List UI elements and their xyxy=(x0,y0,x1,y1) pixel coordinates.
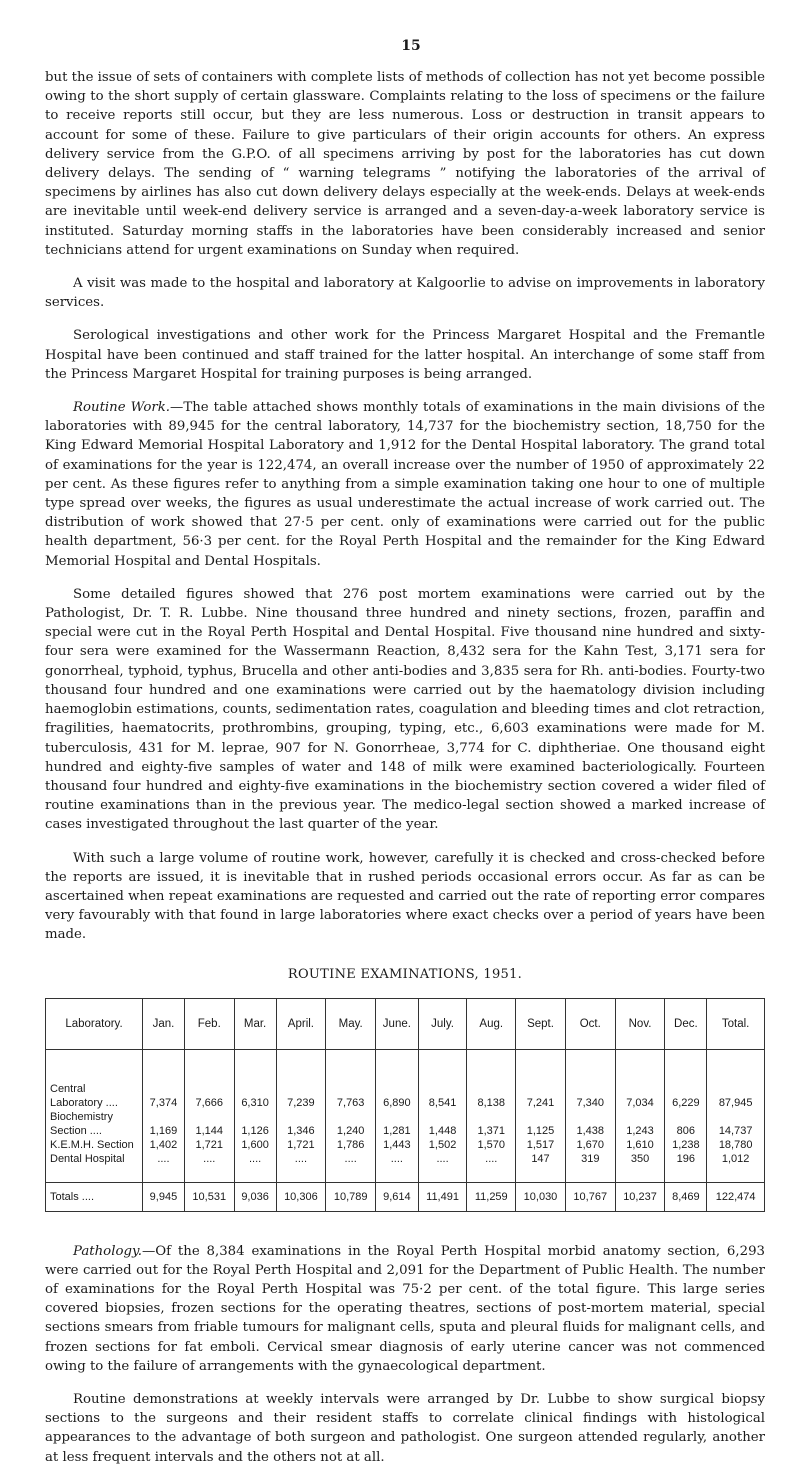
routine-work-text: —The table attached shows monthly totals of examinations in the main divisions of the laboratories with 89,945 for the central laboratory, 14,737 for the biochemistry section, 18,750 for the King Edward Memorial Hospital Laboratory and 1,912 for the Dental Hospital laboratory. The grand total of examinations for the year is 122,474, an overall increase over the number of 1950 of approximately 22 per cent. As these figures refer to anything from a simple examination taking one hour to one of multiple type spread over weeks, the figures as usual underestimate the actual increase of work carried out. The distribution of work showed that 27·5 per cent. only of examinations were carried out for the public health department, 56·3 per cent. for the Royal Perth Hospital and the remainder for the King Edward Memorial Hospital and Dental Hospitals. xyxy=(45,400,765,569)
cell: 10,030 xyxy=(516,1182,566,1211)
cell: 10,767 xyxy=(565,1182,615,1211)
cell: .... xyxy=(234,1152,276,1183)
header-april: April. xyxy=(276,998,326,1049)
row-label: K.E.M.H. Section xyxy=(46,1138,143,1152)
cell: 1,600 xyxy=(234,1138,276,1152)
cell: 8,138 xyxy=(467,1049,516,1110)
cell: 1,517 xyxy=(516,1138,566,1152)
cell: 1,402 xyxy=(143,1138,185,1152)
document-page xyxy=(45,38,765,1481)
header-mar: Mar. xyxy=(234,998,276,1049)
cell: 1,126 xyxy=(234,1110,276,1138)
header-feb: Feb. xyxy=(184,998,234,1049)
cell: 1,721 xyxy=(276,1138,326,1152)
paragraph-containers: but the issue of sets of containers with complete lists of methods of collection has not yet become possible owing to the short supply of certain glassware. Complaints relating to the loss of specimens or the failure to receive reports still occur, but they are less numerous. Loss or destruction in transit appears to account for some of these. Failure to give particulars of their origin accounts for others. An express delivery service from the G.P.O. of all specimens arriving by post for the laboratories has cut down delivery delays. The sending of “ warning telegrams ” notifying the laboratories of the arrival of specimens by airlines has also cut down delivery delays especially at the week-ends. Delays at week-ends are inevitable until week-end delivery service is arranged and a seven-day-a-week laboratory service is instituted. Saturday morning staffs in the laboratories have been considerably increased and senior technicians attend for urgent examinations on Sunday when required. xyxy=(45,70,765,258)
cell: 7,666 xyxy=(184,1049,234,1110)
table-row-biochemistry xyxy=(46,1110,765,1138)
page-number: 15 xyxy=(401,38,421,54)
cell: 1,670 xyxy=(565,1138,615,1152)
cell: 9,036 xyxy=(234,1182,276,1211)
cell: 350 xyxy=(615,1152,665,1183)
totals-label: Totals .... xyxy=(46,1182,143,1211)
header-dec: Dec. xyxy=(665,998,707,1049)
cell: 1,240 xyxy=(326,1110,376,1138)
cell: .... xyxy=(276,1152,326,1183)
cell: 1,125 xyxy=(516,1110,566,1138)
cell: 7,763 xyxy=(326,1049,376,1110)
cell: 1,238 xyxy=(665,1138,707,1152)
header-sept: Sept. xyxy=(516,998,566,1049)
cell-total: 1,012 xyxy=(707,1152,765,1183)
cell: 1,243 xyxy=(615,1110,665,1138)
cell: .... xyxy=(143,1152,185,1183)
table-row-totals xyxy=(46,1182,765,1211)
header-june: June. xyxy=(376,998,419,1049)
cell: 7,340 xyxy=(565,1049,615,1110)
cell: 1,610 xyxy=(615,1138,665,1152)
paragraph-pathologist-figures: Some detailed figures showed that 276 post mortem examinations were carried out by the Pathologist, Dr. T. R. Lubbe. Nine thousand three hundred and ninety sections, frozen, paraffin and special were cut in the Royal Perth Hospital and Dental Hospital. Five thousand nine hundred and sixty-four sera were examined for the Wassermann Reaction, 8,432 sera for the Kahn Test, 3,171 sera for gonorrheal, typhoid, typhus, Brucella and other anti-bodies and 3,835 sera for Rh. anti-bodies. Fourty-two thousand four hundred and one examinations were carried out by the haematology division including haemoglobin estimations, counts, sedimentation rates, coagulation and bleeding times and clot retraction, fragilities, haematocrits, prothrombins, grouping, typing, etc., 6,603 examinations were made for M. tuberculosis, 431 for M. leprae, 907 for N. Gonorrheae, 3,774 for C. diphtheriae. One thousand eight hundred and eighty-five samples of water and 148 of milk were examined bacteriologically. Fourteen thousand four hundred and eighty-five examinations in the biochemistry section covered a wider filed of routine examinations than in the previous year. The medico-legal section showed a marked increase of cases investigated throughout the last quarter of the year. xyxy=(45,586,765,833)
cell: 7,241 xyxy=(516,1049,566,1110)
cell: 1,281 xyxy=(376,1110,419,1138)
cell: 6,890 xyxy=(376,1049,419,1110)
cell: 10,531 xyxy=(184,1182,234,1211)
cell: 6,310 xyxy=(234,1049,276,1110)
cell: .... xyxy=(326,1152,376,1183)
header-aug: Aug. xyxy=(467,998,516,1049)
paragraph-routine-work xyxy=(45,398,765,571)
cell: 1,371 xyxy=(467,1110,516,1138)
cell: 9,945 xyxy=(143,1182,185,1211)
cell: 8,469 xyxy=(665,1182,707,1211)
cell: 1,786 xyxy=(326,1138,376,1152)
table-row-dental xyxy=(46,1152,765,1183)
header-may: May. xyxy=(326,998,376,1049)
table-row-kemh xyxy=(46,1138,765,1152)
cell: 10,789 xyxy=(326,1182,376,1211)
paragraph-serological: Serological investigations and other work for the Princess Margaret Hospital and the Fremantle Hospital have been continued and staff trained for the latter hospital. An interchange of some staff from the Princess Margaret Hospital for training purposes is being arranged. xyxy=(45,328,765,382)
cell: .... xyxy=(418,1152,467,1183)
cell: 806 xyxy=(665,1110,707,1138)
cell: 1,721 xyxy=(184,1138,234,1152)
cell: 1,448 xyxy=(418,1110,467,1138)
cell-total: 18,780 xyxy=(707,1138,765,1152)
header-nov: Nov. xyxy=(615,998,665,1049)
header-oct: Oct. xyxy=(565,998,615,1049)
paragraph-demonstrations: Routine demonstrations at weekly intervals were arranged by Dr. Lubbe to show surgical biopsy sections to the surgeons and their resident staffs to correlate clinical findings with histological appearances to the advantage of both surgeon and pathologist. One surgeon attended regularly, another at less frequent intervals and the others not at all. xyxy=(45,1391,765,1465)
routine-work-heading: Routine Work. xyxy=(73,400,171,416)
cell: 9,614 xyxy=(376,1182,419,1211)
cell: 319 xyxy=(565,1152,615,1183)
cell: 1,502 xyxy=(418,1138,467,1152)
cell: 1,169 xyxy=(143,1110,185,1138)
cell: 11,491 xyxy=(418,1182,467,1211)
cell: 6,229 xyxy=(665,1049,707,1110)
cell: 1,438 xyxy=(565,1110,615,1138)
cell: 147 xyxy=(516,1152,566,1183)
cell: 10,237 xyxy=(615,1182,665,1211)
header-laboratory: Laboratory. xyxy=(46,998,143,1049)
paragraph-errors: With such a large volume of routine work, however, carefully it is checked and cross-checked before the reports are issued, it is inevitable that in rushed periods occasional errors occur. As far as can be ascertained when repeat examinations are requested and carried out the rate of reporting error compares very favourably with that found in large laboratories where exact checks over a period of years have been made. xyxy=(45,850,765,943)
cell: 7,239 xyxy=(276,1049,326,1110)
row-label: Central Laboratory .... xyxy=(46,1049,143,1110)
cell: 1,443 xyxy=(376,1138,419,1152)
pathology-heading: Pathology. xyxy=(73,1243,142,1259)
cell: 1,144 xyxy=(184,1110,234,1138)
cell: 7,374 xyxy=(143,1049,185,1110)
routine-examinations-table xyxy=(45,998,765,1212)
cell: 196 xyxy=(665,1152,707,1183)
cell: 10,306 xyxy=(276,1182,326,1211)
cell: .... xyxy=(184,1152,234,1183)
table-header-row xyxy=(46,998,765,1049)
cell: .... xyxy=(467,1152,516,1183)
cell: 11,259 xyxy=(467,1182,516,1211)
cell-total: 14,737 xyxy=(707,1110,765,1138)
cell: 7,034 xyxy=(615,1049,665,1110)
header-total: Total. xyxy=(707,998,765,1049)
table-title: ROUTINE EXAMINATIONS, 1951. xyxy=(287,966,523,982)
header-july: July. xyxy=(418,998,467,1049)
table-row-central xyxy=(46,1049,765,1110)
cell: 8,541 xyxy=(418,1049,467,1110)
row-label: Biochemistry Section .... xyxy=(46,1110,143,1138)
row-label: Dental Hospital xyxy=(46,1152,143,1183)
paragraph-kalgoorlie: A visit was made to the hospital and laboratory at Kalgoorlie to advise on improvements in laboratory services. xyxy=(45,276,765,311)
cell-grand-total: 122,474 xyxy=(707,1182,765,1211)
paragraph-pathology xyxy=(45,1242,765,1376)
pathology-text: —Of the 8,384 examinations in the Royal Perth Hospital morbid anatomy section, 6,293 were carried out for the Royal Perth Hospital and 2,091 for the Department of Public Health. The number of examinations for the Royal Perth Hospital was 75·2 per cent. of the total figure. This large series covered biopsies, frozen sections for the operating theatres, sections of post-mortem material, special sections smears from friable tumours for malignant cells, sputa and pleural fluids for malignant cells, and frozen sections for fat emboli. Cervical smear diagnosis of early uterine cancer was not commenced owing to the failure of arrangements with the gynaecological department. xyxy=(45,1243,765,1374)
cell: 1,570 xyxy=(467,1138,516,1152)
cell: 1,346 xyxy=(276,1110,326,1138)
cell: .... xyxy=(376,1152,419,1183)
header-jan: Jan. xyxy=(143,998,185,1049)
cell-total: 87,945 xyxy=(707,1049,765,1110)
